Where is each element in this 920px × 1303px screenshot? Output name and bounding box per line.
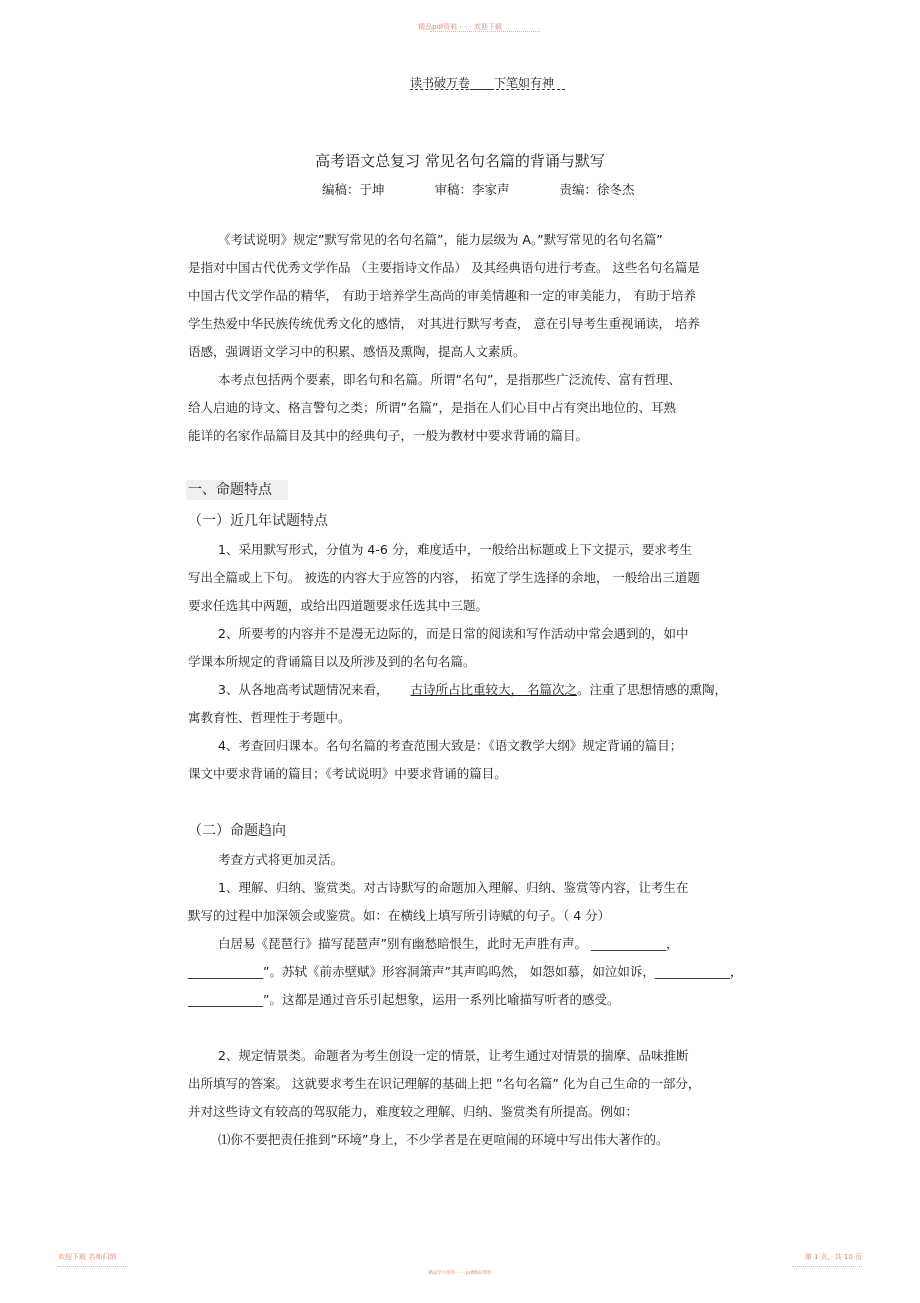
body-line: 白居易《琵琶行》描写琵琶声”别有幽愁暗恨生，此时无声胜有声。 ____________， [218, 936, 679, 951]
body-line: 并对这些诗文有较高的驾驭能力，难度较之理解、归纳、鉴赏类有所提高。例如： [188, 1104, 639, 1119]
credit-reviewer: 审稿：李家声 [434, 182, 510, 197]
page-number: 第 1 页，共 10 页 [804, 1253, 862, 1261]
body-line: ____________”。这都是通过音乐引起想象，运用一系列比喻描写听者的感受。 [188, 992, 620, 1007]
body-line [218, 680, 727, 698]
page-title: 高考语文总复习 常见名句名篇的背诵与默写 [315, 152, 605, 170]
motto-underline [410, 89, 565, 90]
intro-line: 给人启迪的诗文、格言警句之类；所谓”名篇”，是指在人们心目中占有突出地位的、耳熟 [188, 400, 676, 415]
body-line: 2、规定情景类。命题者为考生创设一定的情景，让考生通过对情景的揣摩、品味推断 [218, 1048, 689, 1063]
credits [322, 180, 681, 198]
footer-dots-left [58, 1266, 128, 1267]
top-watermark-dots [430, 31, 540, 32]
credit-chief: 责编：徐冬杰 [559, 182, 635, 197]
subsection-heading: （二）命题趋向 [188, 823, 286, 839]
subsection-heading: （一）近几年试题特点 [188, 513, 328, 529]
body-text: 3、从各地高考试题情况来看， [218, 682, 389, 697]
body-line: 学课本所规定的背诵篇目以及所涉及到的名句名篇。 [188, 654, 476, 669]
intro-line: 是指对中国古代优秀文学作品 （主要指诗文作品） 及其经典语句进行考查。 这些名句名篇是 [188, 260, 700, 275]
underlined-text: 古诗所占比重较大， 名篇次之 [410, 682, 577, 697]
body-line: ____________”。苏轼《前赤壁赋》形容洞箫声”其声呜呜然， 如怨如慕，如泣如诉，____________， [188, 964, 743, 979]
intro-line: 语感，强调语文学习中的积累、感悟及熏陶，提高人文素质。 [188, 344, 526, 359]
body-line: 1、采用默写形式，分值为 4-6 分，难度适中，一般给出标题或上下文提示，要求考生 [218, 542, 692, 557]
body-line: 出所填写的答案。 这就要求考生在识记理解的基础上把 ”名句名篇” 化为自己生命的一部分， [188, 1076, 701, 1091]
body-line: 寓教育性、哲理性于考题中。 [188, 710, 351, 725]
footer-dots-right [792, 1266, 862, 1267]
body-line: 考查方式将更加灵活。 [218, 852, 344, 867]
body-line: 课文中要求背诵的篇目；《考试说明》中要求背诵的篇目。 [188, 766, 507, 781]
body-line: 写出全篇或上下句。 被选的内容大于应答的内容， 拓宽了学生选择的余地， 一般给出三道题 [188, 570, 700, 585]
body-line: 要求任选其中两题，或给出四道题要求任选其中三题。 [188, 598, 489, 613]
intro-line: 学生热爱中华民族传统优秀文化的感情， 对其进行默写考查， 意在引导考生重视诵读， 培养 [188, 316, 700, 331]
intro-line: 本考点包括两个要素，即名句和名篇。所谓”名句”，是指那些广泛流传、富有哲理、 [218, 372, 681, 387]
body-line: 默写的过程中加深领会或鉴赏。如：在横线上填写所引诗赋的句子。（ 4 分） [188, 908, 611, 923]
top-watermark: 精品pdf资料 - - - 欢迎下载 [418, 23, 502, 31]
footer-watermark-left: 欢迎下载 名师归纳 [58, 1253, 117, 1261]
intro-line: 中国古代文学作品的精华， 有助于培养学生高尚的审美情趣和一定的审美能力， 有助于培养 [188, 288, 696, 303]
section-heading: 一、命题特点 [186, 480, 288, 500]
body-text: 。注重了思想情感的熏陶， [576, 682, 727, 697]
credit-editor: 编稿：于坤 [322, 182, 385, 197]
intro-line: 《考试说明》规定”默写常见的名句名篇”，能力层级为 A。”默写常见的名句名篇” [218, 232, 663, 247]
motto: 读书破万卷____下笔如有神 [410, 76, 555, 90]
body-line: ⑴你不要把责任推到”环境”身上，不少学者是在更喧闹的环境中写出伟大著作的。 [218, 1132, 669, 1147]
body-line: 1、理解、归纳、鉴赏类。对古诗默写的命题加入理解、归纳、鉴赏等内容，让考生在 [218, 880, 689, 895]
body-line: 4、考查回归课本。名句名篇的考查范围大致是：《语文教学大纲》规定背诵的篇目； [218, 738, 683, 753]
footer-watermark-center: 精品学习资料 - - - pdf精品资料 [428, 1271, 492, 1276]
body-line: 2、所要考的内容并不是漫无边际的，而是日常的阅读和写作活动中常会遇到的，如中 [218, 626, 689, 641]
intro-line: 能详的名家作品篇目及其中的经典句子，一般为教材中要求背诵的篇目。 [188, 428, 589, 443]
